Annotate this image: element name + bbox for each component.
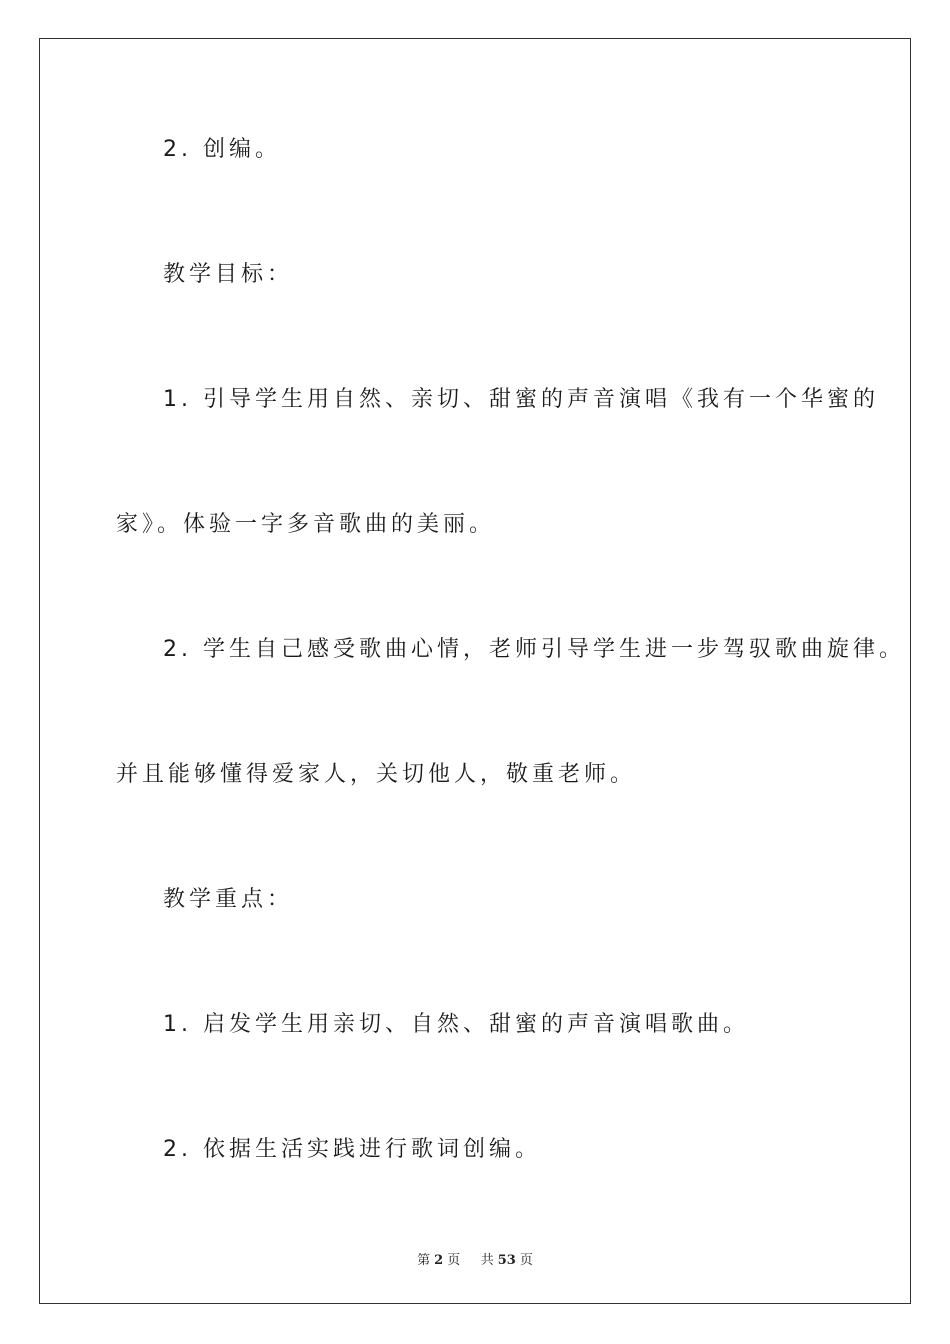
- focus-1: 1. 启发学生用亲切、自然、甜蜜的声音演唱歌曲。: [163, 1012, 749, 1037]
- page-frame: [39, 38, 911, 1304]
- text-line-create: 2. 创编。: [163, 137, 281, 162]
- goal-1-line-1: 1. 引导学生用自然、亲切、甜蜜的声音演唱《我有一个华蜜的: [163, 387, 879, 412]
- focus-2: 2. 依据生活实践进行歌词创编。: [163, 1137, 541, 1162]
- page-number: 2: [434, 1253, 444, 1268]
- page-suffix: 页: [447, 1253, 461, 1268]
- goal-1-line-2: 家》。体验一字多音歌曲的美丽。: [116, 512, 496, 537]
- heading-teaching-focus: 教学重点：: [163, 887, 294, 912]
- total-suffix: 页: [519, 1253, 533, 1268]
- total-prefix: 共: [480, 1253, 494, 1268]
- heading-teaching-goals: 教学目标：: [163, 262, 294, 287]
- page-prefix: 第: [417, 1253, 431, 1268]
- goal-2-line-1: 2. 学生自己感受歌曲心情，老师引导学生进一步驾驭歌曲旋律。: [163, 637, 905, 662]
- page-footer: [0, 1249, 950, 1268]
- goal-2-line-2: 并且能够懂得爱家人，关切他人，敬重老师。: [116, 762, 637, 787]
- total-pages: 53: [497, 1253, 516, 1268]
